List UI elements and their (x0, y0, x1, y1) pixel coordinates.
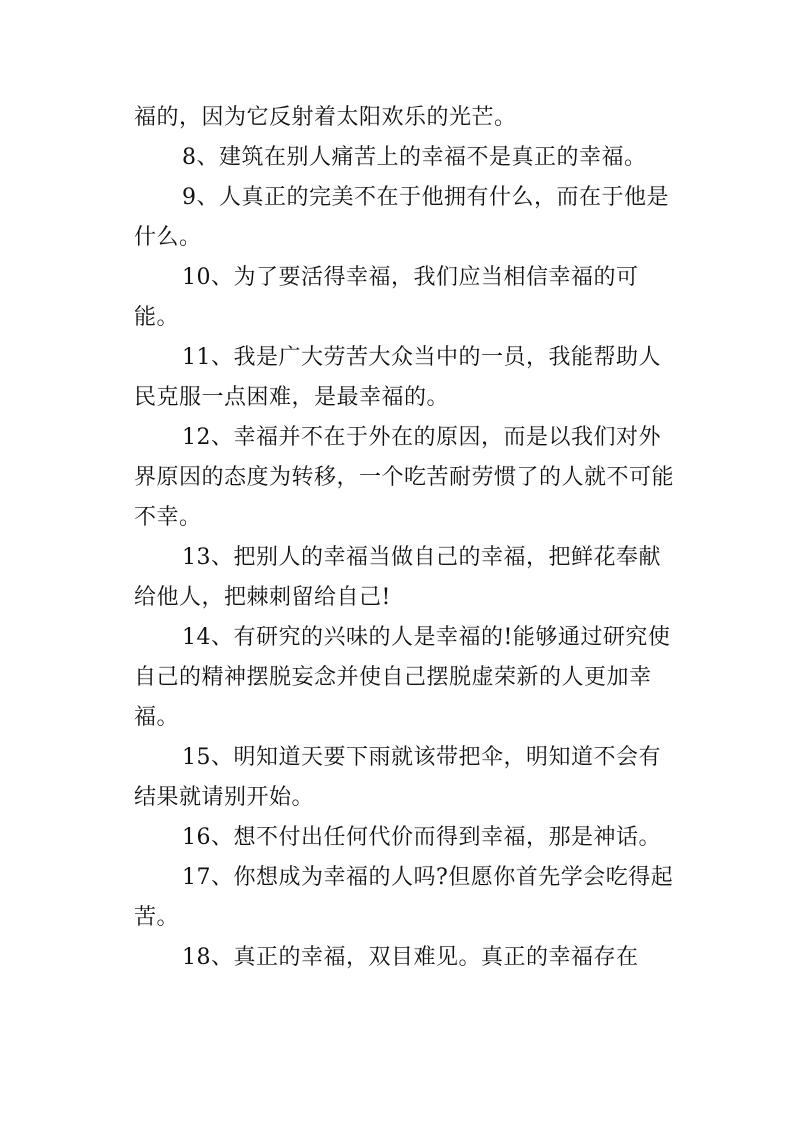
paragraph-quote-15: 15、明知道天要下雨就该带把伞，明知道不会有结果就请别开始。 (134, 745, 661, 810)
document-body (134, 98, 674, 978)
paragraph-quote-13: 13、把别人的幸福当做自己的幸福，把鲜花奉献给他人，把棘刺留给自己! (134, 545, 661, 610)
paragraph-quote-11: 11、我是广大劳苦大众当中的一员，我能帮助人民克服一点困难，是最幸福的。 (134, 345, 661, 410)
paragraph-quote-16: 16、想不付出任何代价而得到幸福，那是神话。 (182, 825, 661, 850)
paragraph-quote-8: 8、建筑在别人痛苦上的幸福不是真正的幸福。 (182, 145, 647, 170)
paragraph-quote-18: 18、真正的幸福，双目难见。真正的幸福存在 (182, 945, 639, 970)
paragraph-quote-12: 12、幸福并不在于外在的原因，而是以我们对外界原因的态度为转移，一个吃苦耐劳惯了的人就不可能不幸。 (134, 425, 675, 530)
paragraph-quote-9: 9、人真正的完美不在于他拥有什么，而在于他是什么。 (134, 185, 669, 250)
paragraph-continuation: 福的，因为它反射着太阳欢乐的光芒。 (134, 105, 517, 130)
paragraph-quote-17: 17、你想成为幸福的人吗?但愿你首先学会吃得起苦。 (134, 865, 674, 930)
paragraph-quote-14: 14、有研究的兴味的人是幸福的!能够通过研究使自己的精神摆脱妄念并使自己摆脱虚荣新的人更加幸福。 (134, 625, 671, 730)
paragraph-quote-10: 10、为了要活得幸福，我们应当相信幸福的可能。 (134, 265, 639, 330)
